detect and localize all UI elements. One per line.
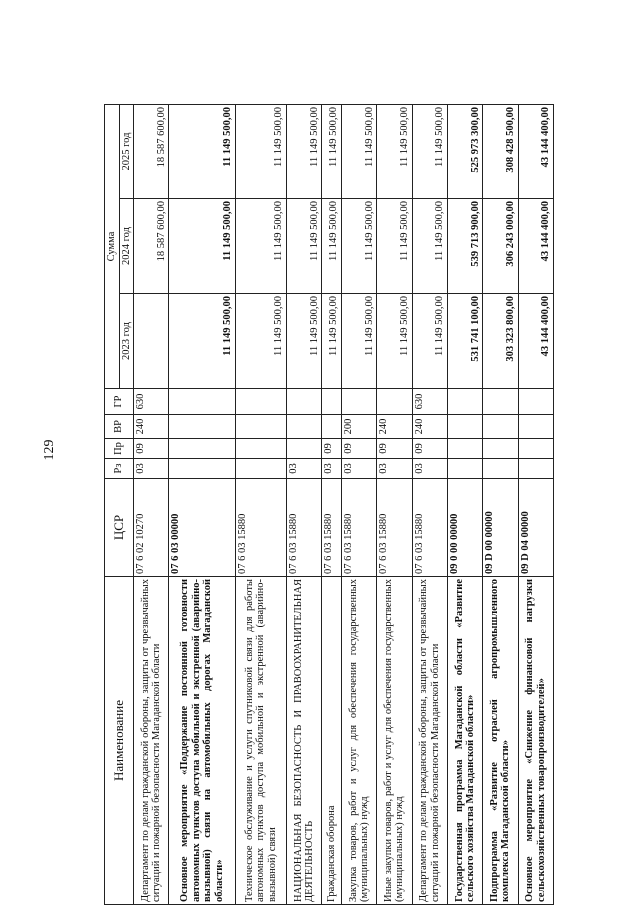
- table-row: [169, 105, 236, 905]
- cell-gr: [341, 389, 376, 415]
- table-row: [377, 105, 412, 905]
- cell-y2024: 18 587 600,00: [134, 199, 169, 294]
- cell-y2024: 43 144 400,00: [518, 199, 553, 294]
- cell-rz: [518, 459, 553, 479]
- cell-gr: 630: [134, 389, 169, 415]
- cell-rz: 03: [286, 459, 321, 479]
- budget-table: [104, 104, 554, 905]
- cell-name: Иные закупки товаров, работ и услуг для обеспечения государственных (муниципальных) нужд: [377, 577, 412, 905]
- cell-y2025: 11 149 500,00: [341, 105, 376, 199]
- cell-vr: [322, 415, 342, 439]
- cell-gr: [483, 389, 518, 415]
- cell-pr: [518, 439, 553, 459]
- cell-name: Департамент по делам гражданской обороны, защиты от чрезвычайных ситуаций и пожарной безопасности Магаданской области: [134, 577, 169, 905]
- header-sum: Сумма: [105, 105, 120, 389]
- table-row: [341, 105, 376, 905]
- cell-y2024: 11 149 500,00: [412, 199, 447, 294]
- cell-name: Подпрограмма «Развитие отраслей агропромышленного комплекса Магаданской области»: [483, 577, 518, 905]
- table-row: [322, 105, 342, 905]
- cell-y2024: 11 149 500,00: [169, 199, 236, 294]
- cell-vr: [286, 415, 321, 439]
- cell-y2023: 11 149 500,00: [377, 294, 412, 389]
- cell-y2025: 525 973 300,00: [447, 105, 482, 199]
- header-rz: Рз: [105, 459, 134, 479]
- cell-y2024: 11 149 500,00: [322, 199, 342, 294]
- cell-y2024: 306 243 000,00: [483, 199, 518, 294]
- cell-y2023: 11 149 500,00: [412, 294, 447, 389]
- cell-pr: 09: [412, 439, 447, 459]
- cell-y2023: 43 144 400,00: [518, 294, 553, 389]
- cell-y2025: 18 587 600,00: [134, 105, 169, 199]
- cell-rz: [169, 459, 236, 479]
- cell-rz: 03: [412, 459, 447, 479]
- cell-csr: 07 6 03 15880: [322, 479, 342, 577]
- cell-name: Государственная программа Магаданской области «Развитие сельского хозяйства Магаданской области»: [447, 577, 482, 905]
- cell-vr: [169, 415, 236, 439]
- cell-gr: [236, 389, 287, 415]
- header-name: Наименование: [105, 577, 134, 905]
- table-row: [134, 105, 169, 905]
- cell-rz: [483, 459, 518, 479]
- cell-pr: 09: [322, 439, 342, 459]
- cell-gr: [322, 389, 342, 415]
- cell-y2025: 43 144 400,00: [518, 105, 553, 199]
- page-number: 129: [42, 439, 57, 461]
- table-row: [286, 105, 321, 905]
- header-2023: 2023 год: [119, 294, 134, 389]
- cell-y2023: 11 149 500,00: [322, 294, 342, 389]
- header-csr: ЦСР: [105, 479, 134, 577]
- cell-gr: [447, 389, 482, 415]
- cell-csr: 07 6 03 15880: [341, 479, 376, 577]
- cell-y2024: 11 149 500,00: [286, 199, 321, 294]
- cell-rz: 03: [322, 459, 342, 479]
- cell-y2024: 11 149 500,00: [236, 199, 287, 294]
- cell-gr: [518, 389, 553, 415]
- cell-pr: [286, 439, 321, 459]
- header-2024: 2024 год: [119, 199, 134, 294]
- cell-csr: 07 6 03 00000: [169, 479, 236, 577]
- cell-name: Техническое обслуживание и услуги спутниковой связи для работы автономных пунктов доступа мобильной и экстренной (аварийно-вызывной) связи: [236, 577, 287, 905]
- cell-y2023: 11 149 500,00: [286, 294, 321, 389]
- cell-name: НАЦИОНАЛЬНАЯ БЕЗОПАСНОСТЬ И ПРАВООХРАНИТЕЛЬНАЯ ДЕЯТЕЛЬНОСТЬ: [286, 577, 321, 905]
- cell-y2023: 303 323 800,00: [483, 294, 518, 389]
- cell-csr: 07 6 03 15880: [236, 479, 287, 577]
- table-row: [518, 105, 553, 905]
- header-vr: ВР: [105, 415, 134, 439]
- table-row: [236, 105, 287, 905]
- cell-y2023: 11 149 500,00: [341, 294, 376, 389]
- cell-rz: 03: [377, 459, 412, 479]
- header-2025: 2025 год: [119, 105, 134, 199]
- cell-name: Основное мероприятие «Поддержание постоянной готовности автономных пунктов доступа мобильной и экстренной (аварийно-вызывной) связи на автомобильных дорогах Магаданской области»: [169, 577, 236, 905]
- cell-name: Департамент по делам гражданской обороны, защиты от чрезвычайных ситуаций и пожарной безопасности Магаданской области: [412, 577, 447, 905]
- cell-csr: 07 6 03 15880: [286, 479, 321, 577]
- cell-y2023: 531 741 100,00: [447, 294, 482, 389]
- cell-y2024: 11 149 500,00: [341, 199, 376, 294]
- cell-pr: [447, 439, 482, 459]
- cell-vr: [236, 415, 287, 439]
- cell-vr: 240: [377, 415, 412, 439]
- cell-gr: [286, 389, 321, 415]
- cell-y2025: 11 149 500,00: [169, 105, 236, 199]
- cell-csr: 07 6 03 15880: [412, 479, 447, 577]
- cell-pr: [169, 439, 236, 459]
- cell-name: Основное мероприятие «Снижение финансовой нагрузки сельскохозяйственных товаропроизводителей»: [518, 577, 553, 905]
- cell-rz: [236, 459, 287, 479]
- cell-pr: 09: [341, 439, 376, 459]
- cell-csr: 09 D 04 00000: [518, 479, 553, 577]
- cell-y2024: 11 149 500,00: [377, 199, 412, 294]
- cell-name: Гражданская оборона: [322, 577, 342, 905]
- header-pr: Пр: [105, 439, 134, 459]
- cell-pr: 09: [134, 439, 169, 459]
- cell-csr: 07 6 03 15880: [377, 479, 412, 577]
- cell-csr: 09 0 00 00000: [447, 479, 482, 577]
- cell-y2023: 11 149 500,00: [236, 294, 287, 389]
- cell-csr: 09 D 00 00000: [483, 479, 518, 577]
- cell-vr: [447, 415, 482, 439]
- cell-gr: [377, 389, 412, 415]
- table-row: [483, 105, 518, 905]
- cell-csr: 07 6 02 10270: [134, 479, 169, 577]
- cell-y2025: 11 149 500,00: [236, 105, 287, 199]
- cell-vr: 200: [341, 415, 376, 439]
- table-row: [412, 105, 447, 905]
- cell-vr: 240: [134, 415, 169, 439]
- cell-pr: [236, 439, 287, 459]
- cell-pr: [483, 439, 518, 459]
- cell-y2025: 11 149 500,00: [412, 105, 447, 199]
- table-body: [134, 105, 554, 905]
- cell-y2025: 11 149 500,00: [286, 105, 321, 199]
- table-row: [447, 105, 482, 905]
- cell-y2023: 11 149 500,00: [169, 294, 236, 389]
- cell-name: Закупка товаров, работ и услуг для обеспечения государственных (муниципальных) нужд: [341, 577, 376, 905]
- cell-rz: 03: [341, 459, 376, 479]
- cell-vr: [518, 415, 553, 439]
- header-gr: ГР: [105, 389, 134, 415]
- cell-y2025: 11 149 500,00: [322, 105, 342, 199]
- cell-y2023: [134, 294, 169, 389]
- cell-pr: 09: [377, 439, 412, 459]
- cell-vr: 240: [412, 415, 447, 439]
- cell-gr: [169, 389, 236, 415]
- cell-y2025: 308 428 500,00: [483, 105, 518, 199]
- cell-vr: [483, 415, 518, 439]
- cell-rz: [447, 459, 482, 479]
- cell-y2024: 539 713 900,00: [447, 199, 482, 294]
- cell-rz: 03: [134, 459, 169, 479]
- budget-table-container: [104, 105, 554, 905]
- cell-gr: 630: [412, 389, 447, 415]
- cell-y2025: 11 149 500,00: [377, 105, 412, 199]
